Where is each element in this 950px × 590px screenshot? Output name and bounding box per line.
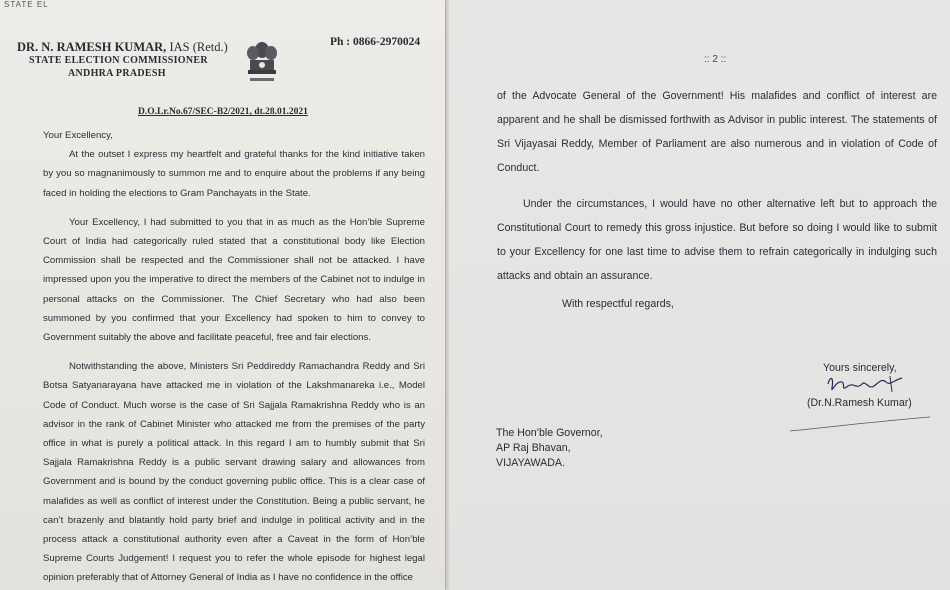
address-line-3: VIJAYAWADA.	[496, 457, 565, 469]
sender-designation: STATE ELECTION COMMISSIONER	[29, 55, 208, 66]
national-emblem-icon	[244, 40, 280, 90]
recipient-address	[496, 426, 603, 471]
paragraph-3: Notwithstanding the above, Ministers Sri Peddireddy Ramachandra Reddy and Sri Botsa Satyanarayana have attacked me in violation of the Lakshmanareka i.e., Model Code of Conduct. Much worse is the case of Sri Sajjala Ramakrishna Reddy who is an advisor in the rank of Cabinet Minister who attacked me from the premises of the party office in what is purely a political attack. In this regard I am to humbly submit that Sri Sajjala Ramakrishna Reddy is a public servant drawing salary and allowances from Government and is bound by the conduct governing public office. This is a clear case of malafides as well as conflict of interest under the Constitution. Being a public servant, he can’t brazenly and blatantly hold party brief and indulge in political activity and in the process attack a constitutional authority even after a Caveat in the form of Hon’ble Supreme Courts Judgement! I request you to refer the whole episode for highest legal opinion preferably that of Attorney General of India as I have no confidence in the office	[43, 361, 425, 584]
closing-line: Yours sincerely,	[823, 362, 897, 374]
letter-body-page-2	[497, 84, 937, 288]
received-stamp: STATE EL	[4, 0, 49, 9]
salutation: Your Excellency,	[43, 130, 113, 141]
paragraph-2: Your Excellency, I had submitted to you that in as much as the Hon’ble Supreme Court of India had categorically ruled stated that a constitutional body like Election Commission shall be respected and the Commissioner shall not be attacked. I have impressed upon you the imperative to direct the members of the Cabinet not to indulge in personal attacks on the Commissioner. The Chief Secretary who had also been summoned by you confirmed that your Excellency had spoken to him to convey to Government suitably the above and facilitate peaceful, free and fair elections.	[43, 216, 425, 344]
address-line-2: AP Raj Bhavan,	[496, 442, 571, 454]
sender-name-text: DR. N. RAMESH KUMAR,	[17, 40, 167, 54]
sender-degree: IAS (Retd.)	[166, 40, 228, 54]
address-line-1: The Hon’ble Governor,	[496, 427, 603, 439]
signatory-name: (Dr.N.Ramesh Kumar)	[807, 397, 912, 409]
phone-number: Ph : 0866-2970024	[330, 36, 421, 48]
signature-underline-icon	[790, 415, 930, 435]
page-number: :: 2 ::	[704, 54, 727, 65]
paragraph-5: Under the circumstances, I would have no other alternative left but to approach the Constitutional Court to remedy this gross injustice. But before so doing I would like to submit to your Excellency for one last time to advise them to refrain categorically in indulging such attacks and obtain an assurance.	[497, 198, 937, 282]
reference-number: D.O.Lr.No.67/SEC-B2/2021, dt.28.01.2021	[138, 107, 308, 117]
regards-line: With respectful regards,	[562, 298, 674, 310]
paragraph-1: At the outset I express my heartfelt and grateful thanks for the kind initiative taken by you so magnanimously to summon me and to enquire about the problems if any being faced in holding the elections to Gram Panchayats in the State.	[43, 149, 425, 199]
letter-body-page-1	[43, 126, 425, 588]
sender-state: ANDHRA PRADESH	[68, 68, 166, 79]
paragraph-4: of the Advocate General of the Government! His malafides and conflict of interest are apparent and he shall be dismissed forthwith as Advisor in public interest. The statements of Sri Vijayasai Reddy, Member of Parliament are also numerous and in violation of Code of Conduct.	[497, 90, 937, 174]
sender-name	[17, 40, 228, 55]
letter-page-1	[0, 0, 445, 590]
